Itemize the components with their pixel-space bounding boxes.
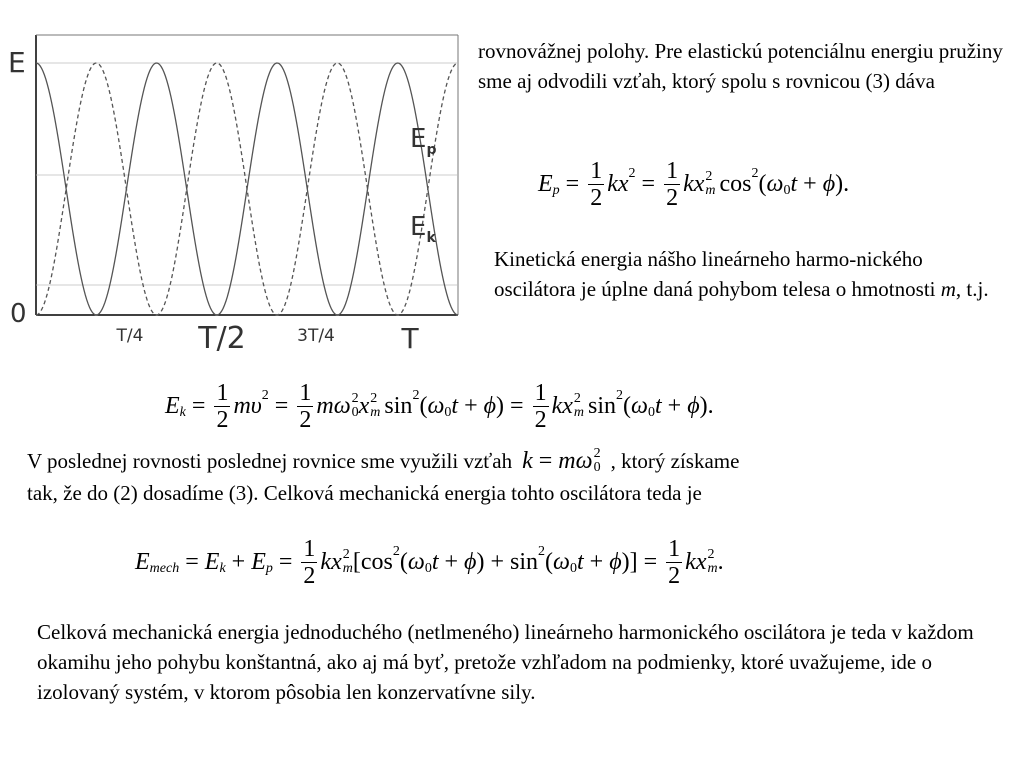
graph-zero-label: 0 (10, 299, 27, 329)
kinetic-energy-curve (36, 63, 458, 315)
graph-y-axis-label: E (8, 46, 26, 79)
mechanical-energy-equation: E mech = E k + E p = $\frac{1}{2}$ k x 2 m [ cos 2 ( ω 0 t + ϕ ) + sin 2 ( ω 0 t + ϕ ) ] = $\frac{1}{2}$ k x 2 m . (135, 535, 724, 589)
kinetic-energy-equation: E k = $\frac{1}{2}$ m υ 2 = $\frac{1}{2}$ m ω 2 0 x 2 m sin 2 ( ω 0 t + ϕ ) = $\frac{1}{2}$ k x 2 m sin 2 ( ω 0 t + ϕ ) . (165, 379, 714, 433)
spring-constant-relation: k = m ω 2 0 (522, 446, 601, 475)
conclusion-paragraph: Celková mechanická energia jednoduchého (netlmeného) lineárneho harmonického oscilátora je teda v každom okamihu jeho pohybu konštantná, ako aj má byť, pretože vzhľadom na podmienky, ktoré uvažujeme, ide o izolovaný systém, v ktorom pôsobia len konzervatívne sily. (37, 620, 974, 704)
potential-energy-equation: E p = $\frac{1}{2}$ k x 2 = $\frac{1}{2}$ k x 2 m cos 2 ( ω 0 t + ϕ ) . (538, 157, 850, 211)
intro-paragraph: rovnovážnej polohy. Pre elastickú potenciálnu energiu pružiny sme aj odvodili vzťah, ktorý spolu s rovnicou (3) dáva (478, 39, 1003, 93)
energy-graph (0, 30, 465, 360)
graph-gridlines (36, 63, 458, 285)
kinetic-paragraph: Kinetická energia nášho lineárneho harmo-nického oscilátora je úplne daná pohybom telesa o hmotnosti m, t.j. (494, 247, 989, 301)
potential-curve-label: $E_p$ (410, 124, 437, 158)
x-tick-3t4: 3T/4 (297, 326, 335, 346)
kinetic-curve-label: $E_k$ (410, 212, 436, 246)
x-tick-t2: T/2 (198, 321, 246, 356)
relation-line-2: tak, že do (2) dosadíme (3). Celková mechanická energia tohto oscilátora teda je (27, 481, 702, 505)
relation-line-1: V poslednej rovnosti poslednej rovnice sme využili vzťah k = m ω 2 0 , ktorý získame (27, 446, 740, 475)
x-tick-t: T (401, 322, 419, 355)
x-tick-t4: T/4 (116, 326, 144, 346)
